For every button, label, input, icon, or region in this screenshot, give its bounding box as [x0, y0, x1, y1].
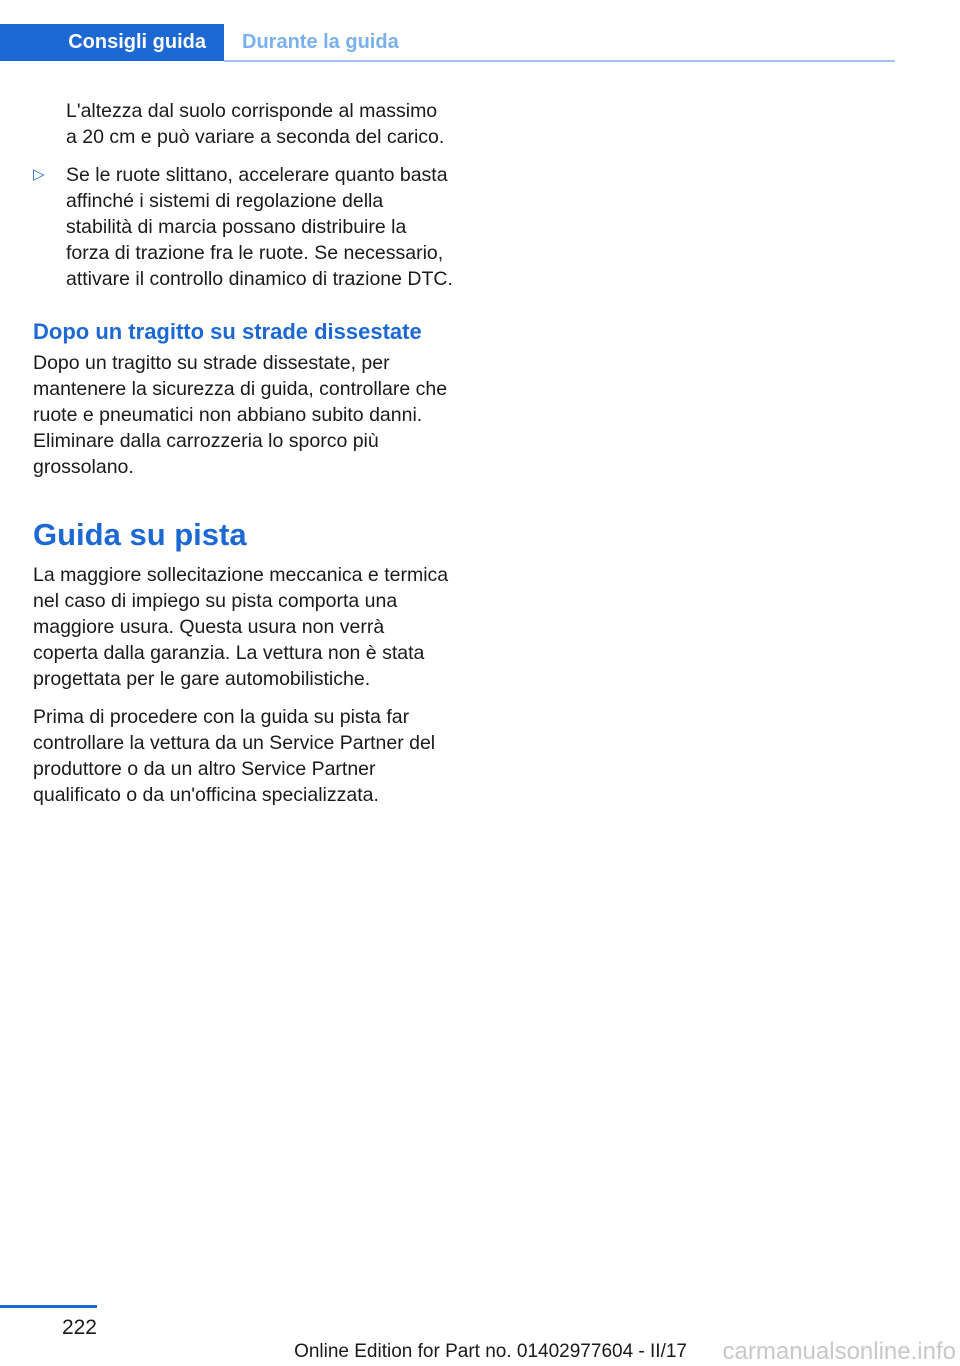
triangle-bullet-icon: ▷ [33, 166, 45, 183]
paragraph-1: La maggiore sollecitazione meccanica e termica nel caso di impiego su pista comporta una maggiore usura. Questa usura non verrà coperta dalla garanzia. La vettura non è stata progettata per le gare automobilistiche. [33, 564, 449, 690]
header-section: Durante la guida [242, 31, 399, 53]
section-heading: Guida su pista [33, 517, 247, 552]
watermark: carmanualsonline.info [722, 1338, 956, 1365]
list-item-text: Se le ruote slittano, accelerare quanto basta affinché i sistemi di regolazione della stabilità di marcia possano distribuire la forza di trazione fra le ruote. Se necessario, attivare il controllo dinamico di trazione DTC. [66, 164, 453, 290]
list-item [33, 162, 453, 292]
page-number: 222 [61, 1316, 97, 1339]
header-tab: Consigli guida [0, 24, 224, 61]
subheading: Dopo un tragitto su strade dissestate [33, 319, 422, 344]
edition-footer: Online Edition for Part no. 01402977604 - II/17 [294, 1341, 687, 1362]
header-rule [224, 60, 895, 62]
page-content [33, 98, 453, 820]
page-number-rule [0, 1305, 97, 1308]
subheading-paragraph: Dopo un tragitto su strade dissestate, per mantenere la sicurezza di guida, controllare che ruote e pneumatici non abbiano subito danni. Eliminare dalla carrozzeria lo sporco più grossolano. [33, 352, 448, 478]
paragraph-2: Prima di procedere con la guida su pista far controllare la vettura da un Service Partner del produttore o da un altro Service Partner qualificato o da un'officina specializzata. [33, 706, 436, 806]
continued-paragraph: L'altezza dal suolo corrisponde al massimo a 20 cm e può variare a seconda del carico. [66, 100, 445, 148]
